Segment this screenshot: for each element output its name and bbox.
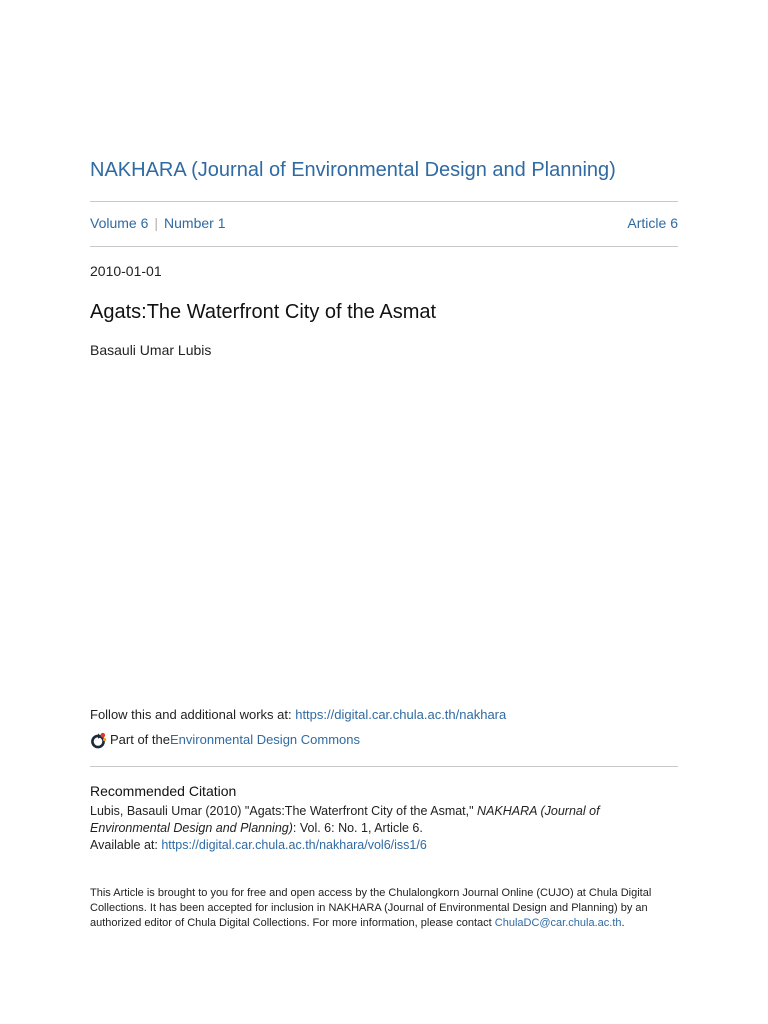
access-note-line-1: This Article is brought to you for free and open access by the Chulalongkorn Journal Online (CUJO) at Chula Digital bbox=[90, 887, 652, 899]
publication-date: 2010-01-01 bbox=[90, 263, 162, 279]
access-note-line-2: Collections. It has been accepted for inclusion in NAKHARA (Journal of Environmental Design and Planning) by an bbox=[90, 902, 648, 914]
citation-line-2 bbox=[90, 820, 678, 837]
issue-separator: | bbox=[154, 215, 159, 231]
author-name: Basauli Umar Lubis bbox=[90, 342, 212, 358]
issue-volume-number bbox=[90, 212, 225, 234]
contact-email-link[interactable]: ChulaDC@car.chula.ac.th bbox=[494, 917, 622, 929]
citation-line-3 bbox=[90, 837, 678, 854]
article-title: Agats:The Waterfront City of the Asmat bbox=[90, 301, 437, 323]
network-commons-icon bbox=[90, 732, 107, 749]
citation-journal-part-2: Environmental Design and Planning) bbox=[90, 821, 293, 835]
issue-divider bbox=[90, 246, 678, 247]
follow-line bbox=[90, 706, 506, 724]
follow-url-link[interactable]: https://digital.car.chula.ac.th/nakhara bbox=[295, 707, 507, 722]
available-url-link[interactable]: https://digital.car.chula.ac.th/nakhara/vol6/iss1/6 bbox=[161, 838, 427, 852]
citation-text bbox=[90, 803, 678, 854]
access-note-line-3-suffix: . bbox=[621, 917, 625, 929]
citation-line-1 bbox=[90, 803, 678, 820]
citation-volume-info: : Vol. 6: No. 1, Article 6. bbox=[292, 821, 423, 835]
access-note-line-3 bbox=[90, 916, 678, 931]
access-note-line-3-prefix: authorized editor of Chula Digital Collections. For more information, please contact bbox=[90, 917, 495, 929]
environmental-design-commons-link[interactable]: Environmental Design Commons bbox=[169, 732, 361, 747]
journal-title-link[interactable]: NAKHARA (Journal of Environmental Design and Planning) bbox=[90, 159, 616, 181]
number-link[interactable]: Number 1 bbox=[164, 215, 226, 231]
access-note bbox=[90, 886, 678, 931]
citation-divider bbox=[90, 766, 678, 767]
follow-prefix: Follow this and additional works at: bbox=[90, 707, 296, 722]
citation-journal-part-1: NAKHARA (Journal of bbox=[477, 804, 600, 818]
volume-link[interactable]: Volume 6 bbox=[90, 215, 149, 231]
recommended-citation-heading: Recommended Citation bbox=[90, 783, 237, 799]
part-of-prefix: Part of the bbox=[110, 732, 170, 747]
top-divider bbox=[90, 201, 678, 202]
part-of-line bbox=[90, 730, 360, 750]
article-number-link[interactable]: Article 6 bbox=[627, 215, 678, 231]
cover-page bbox=[90, 0, 678, 1024]
issue-bar bbox=[90, 212, 678, 234]
citation-authors-title: Lubis, Basauli Umar (2010) "Agats:The Waterfront City of the Asmat," bbox=[90, 804, 478, 818]
available-prefix: Available at: bbox=[90, 838, 162, 852]
